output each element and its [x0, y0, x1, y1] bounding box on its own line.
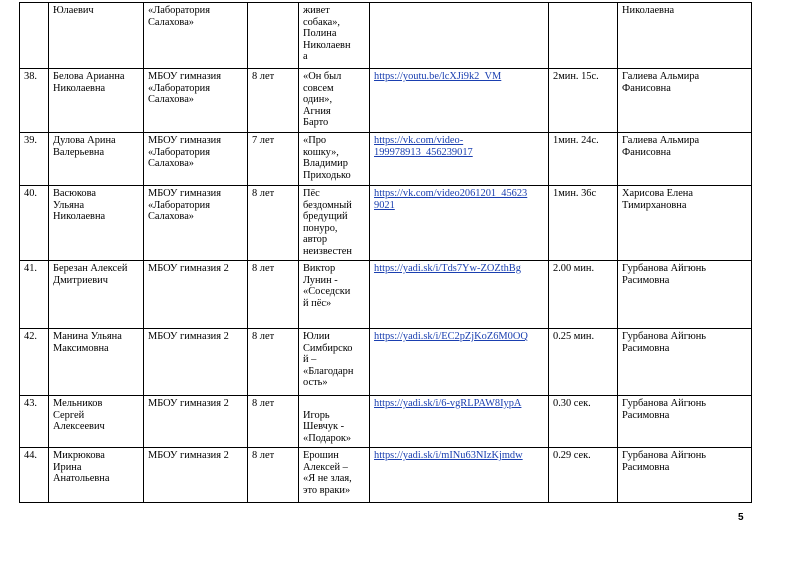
table-row	[20, 3, 752, 69]
row-number-cell	[20, 3, 49, 69]
age-cell: 8 лет	[248, 329, 299, 396]
participant-name-cell: Белова Арианна Николаевна	[49, 69, 144, 133]
school-cell: МБОУ гимназия «Лаборатория Салахова»	[144, 69, 248, 133]
work-title-cell: Ерошин Алексей – «Я не злая, это враки»	[299, 448, 370, 503]
video-link-cell	[370, 329, 549, 396]
age-cell	[248, 3, 299, 69]
table-body	[20, 3, 752, 503]
table-row	[20, 186, 752, 261]
participant-name-cell: Березан Алексей Дмитриевич	[49, 261, 144, 329]
age-cell: 8 лет	[248, 448, 299, 503]
row-number-cell: 39.	[20, 133, 49, 186]
table-row	[20, 261, 752, 329]
teacher-cell: Гурбанова Айгюнь Расимовна	[618, 448, 752, 503]
duration-cell: 0.30 сек.	[549, 396, 618, 448]
video-link-cell	[370, 69, 549, 133]
row-number-cell: 41.	[20, 261, 49, 329]
work-title-cell: Виктор Лунин - «Соседски й пёс»	[299, 261, 370, 329]
table-row	[20, 133, 752, 186]
participant-name-cell: Микрюкова Ирина Анатольевна	[49, 448, 144, 503]
school-cell: МБОУ гимназия 2	[144, 448, 248, 503]
duration-cell: 2.00 мин.	[549, 261, 618, 329]
participant-name-cell: Дулова Арина Валерьевна	[49, 133, 144, 186]
teacher-cell: Харисова Елена Тимирхановна	[618, 186, 752, 261]
duration-cell	[549, 3, 618, 69]
duration-cell: 0.25 мин.	[549, 329, 618, 396]
teacher-cell: Гурбанова Айгюнь Расимовна	[618, 329, 752, 396]
teacher-cell: Гурбанова Айгюнь Расимовна	[618, 261, 752, 329]
school-cell: МБОУ гимназия «Лаборатория Салахова»	[144, 133, 248, 186]
video-link[interactable]: https://vk.com/video2061201_45623 9021	[374, 188, 528, 211]
teacher-cell: Николаевна	[618, 3, 752, 69]
table-row	[20, 396, 752, 448]
work-title-cell: живет собака», Полина Николаевн а	[299, 3, 370, 69]
video-link-cell	[370, 448, 549, 503]
age-cell: 8 лет	[248, 396, 299, 448]
work-title-cell: Юлии Симбирско й – «Благодарн ость»	[299, 329, 370, 396]
row-number-cell: 44.	[20, 448, 49, 503]
video-link[interactable]: https://yadi.sk/i/EC2pZjKoZ6M0OQ	[374, 331, 528, 342]
duration-cell: 2мин. 15с.	[549, 69, 618, 133]
work-title-cell: Игорь Шевчук - «Подарок»	[299, 396, 370, 448]
participant-name-cell: Юлаевич	[49, 3, 144, 69]
school-cell: МБОУ гимназия 2	[144, 261, 248, 329]
duration-cell: 1мин. 36с	[549, 186, 618, 261]
duration-cell: 1мин. 24с.	[549, 133, 618, 186]
teacher-cell: Галиева Альмира Фанисовна	[618, 133, 752, 186]
school-cell: МБОУ гимназия «Лаборатория Салахова»	[144, 186, 248, 261]
video-link[interactable]: https://vk.com/video- 199978913_456239017	[374, 135, 473, 158]
table-row	[20, 329, 752, 396]
video-link-cell	[370, 133, 549, 186]
video-link[interactable]: https://yadi.sk/i/mINu63NIzKjmdw	[374, 450, 523, 461]
participant-name-cell: Васюкова Ульяна Николаевна	[49, 186, 144, 261]
age-cell: 7 лет	[248, 133, 299, 186]
row-number-cell: 40.	[20, 186, 49, 261]
participant-name-cell: Мельников Сергей Алексеевич	[49, 396, 144, 448]
age-cell: 8 лет	[248, 261, 299, 329]
age-cell: 8 лет	[248, 69, 299, 133]
work-title-cell: «Про кошку», Владимир Приходько	[299, 133, 370, 186]
teacher-cell: Гурбанова Айгюнь Расимовна	[618, 396, 752, 448]
table-row	[20, 448, 752, 503]
participants-table	[19, 2, 752, 503]
duration-cell: 0.29 сек.	[549, 448, 618, 503]
work-title-cell: «Он был совсем один», Агния Барто	[299, 69, 370, 133]
school-cell: «Лаборатория Салахова»	[144, 3, 248, 69]
participant-name-cell: Манина Ульяна Максимовна	[49, 329, 144, 396]
video-link-cell	[370, 261, 549, 329]
school-cell: МБОУ гимназия 2	[144, 396, 248, 448]
age-cell: 8 лет	[248, 186, 299, 261]
row-number-cell: 38.	[20, 69, 49, 133]
teacher-cell: Галиева Альмира Фанисовна	[618, 69, 752, 133]
table-row	[20, 69, 752, 133]
page-number: 5	[738, 512, 744, 523]
school-cell: МБОУ гимназия 2	[144, 329, 248, 396]
video-link-cell	[370, 396, 549, 448]
video-link-cell	[370, 186, 549, 261]
video-link[interactable]: https://yadi.sk/i/6-vgRLPAW8IypA	[374, 398, 522, 409]
video-link-cell	[370, 3, 549, 69]
work-title-cell: Пёс бездомный бредущий понуро, автор неизвестен	[299, 186, 370, 261]
video-link[interactable]: https://youtu.be/lcXJi9k2_VM	[374, 71, 502, 82]
row-number-cell: 43.	[20, 396, 49, 448]
video-link[interactable]: https://yadi.sk/i/Tds7Yw-ZOZthBg	[374, 263, 521, 274]
row-number-cell: 42.	[20, 329, 49, 396]
